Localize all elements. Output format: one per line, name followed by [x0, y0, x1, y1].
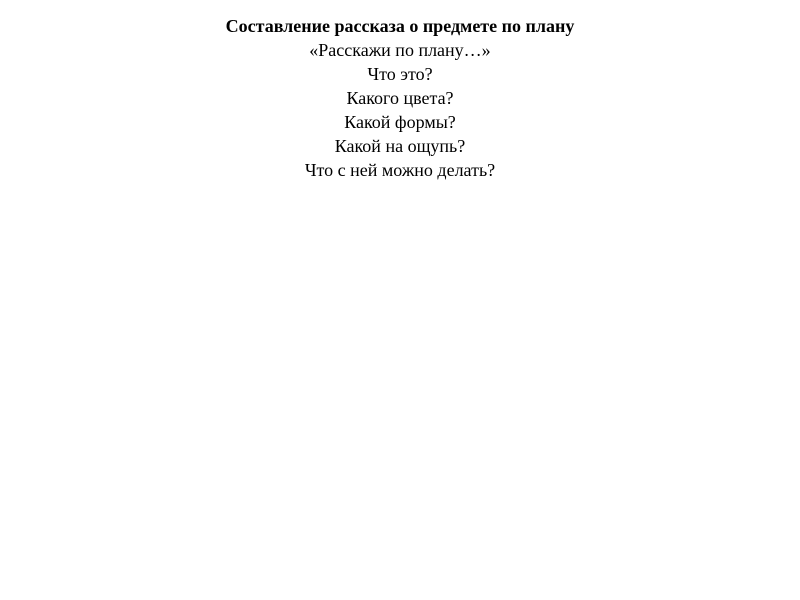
question-line: Какого цвета?: [346, 88, 454, 108]
question-line: Какой на ощупь?: [334, 136, 466, 156]
subtitle: «Расскажи по плану…»: [309, 40, 491, 60]
question-line: Что это?: [367, 64, 433, 84]
question-line: Какой формы?: [344, 112, 456, 132]
plan-text-block: [0, 14, 800, 182]
question-line: Что с ней можно делать?: [304, 160, 496, 180]
page-title: Составление рассказа о предмете по плану: [225, 16, 575, 36]
